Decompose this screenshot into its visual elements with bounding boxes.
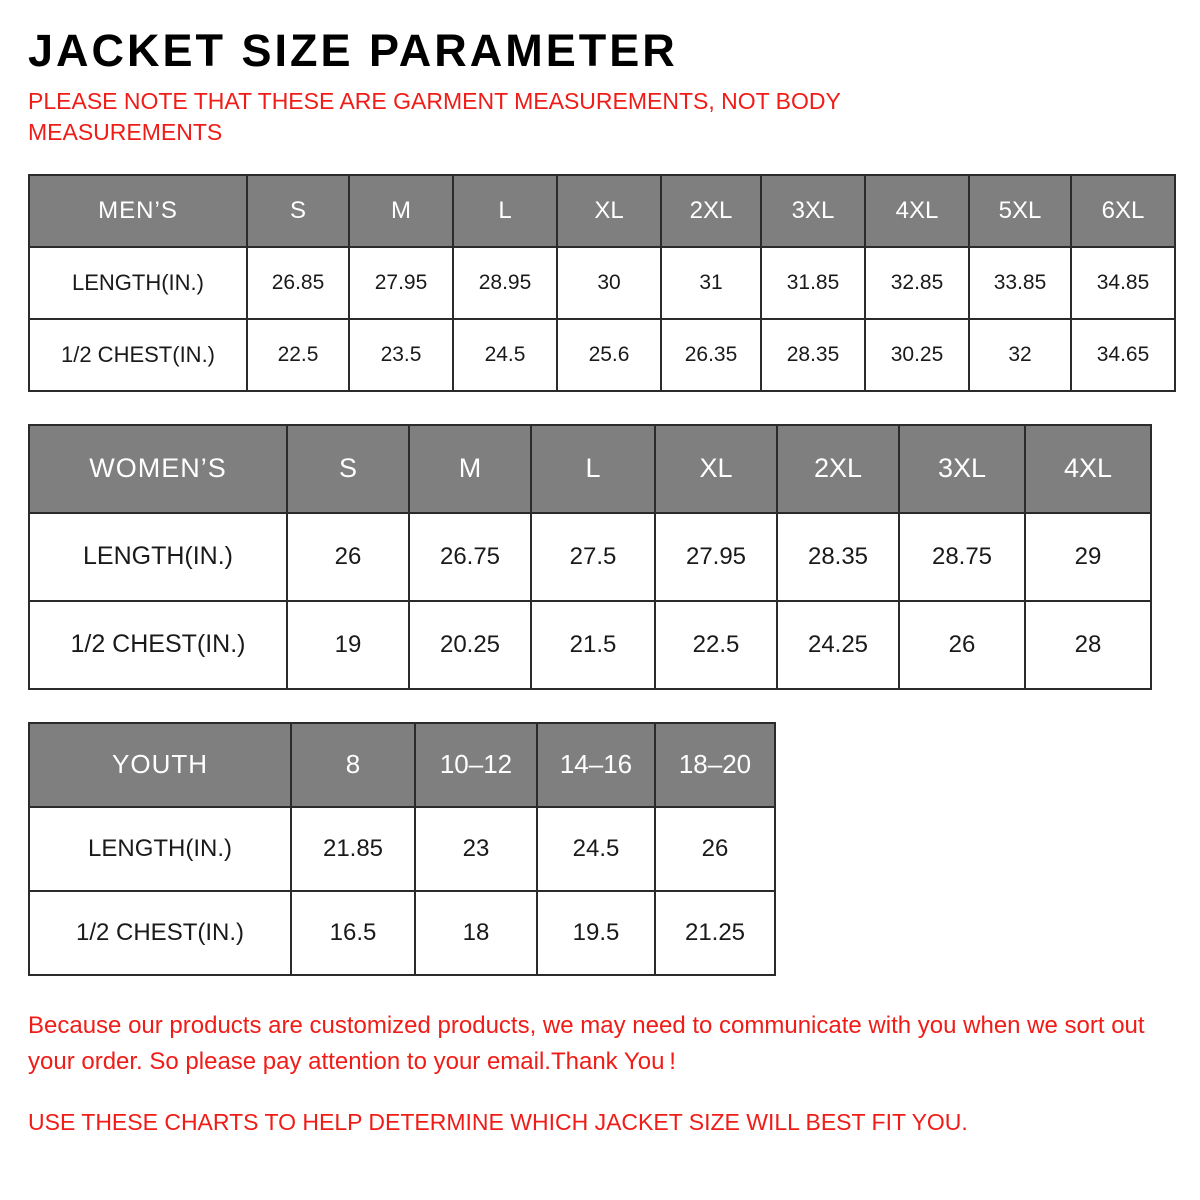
size-header-cell: S <box>247 175 349 247</box>
size-header-cell: M <box>349 175 453 247</box>
customization-note: Because our products are customized products, we may need to communicate with you when we sort out your order. So please pay attention to your email.Thank You ! <box>28 1011 1145 1075</box>
measurement-cell: 26 <box>287 513 409 601</box>
measurement-cell: 21.25 <box>655 891 775 975</box>
page-title: JACKET SIZE PARAMETER <box>28 25 678 76</box>
measurement-cell: 26 <box>899 601 1025 689</box>
measurement-cell: 23 <box>415 807 537 891</box>
row-label: 1/2 CHEST(IN.) <box>29 601 287 689</box>
measurement-cell: 24.25 <box>777 601 899 689</box>
row-label: 1/2 CHEST(IN.) <box>29 319 247 391</box>
womens-size-table <box>28 424 1152 690</box>
size-header-cell: M <box>409 425 531 513</box>
table-header-label: YOUTH <box>29 723 291 807</box>
measurement-cell: 18 <box>415 891 537 975</box>
table-header-row <box>29 425 1151 513</box>
size-header-cell: XL <box>557 175 661 247</box>
size-header-cell: 18–20 <box>655 723 775 807</box>
size-header-cell: 3XL <box>899 425 1025 513</box>
measurement-cell: 29 <box>1025 513 1151 601</box>
table-row <box>29 247 1175 319</box>
measurement-cell: 34.65 <box>1071 319 1175 391</box>
size-header-cell: 4XL <box>865 175 969 247</box>
youth-size-table <box>28 722 776 976</box>
measurement-cell: 33.85 <box>969 247 1071 319</box>
size-header-cell: 6XL <box>1071 175 1175 247</box>
table-row <box>29 807 775 891</box>
measurement-cell: 26 <box>655 807 775 891</box>
measurement-cell: 28.35 <box>777 513 899 601</box>
measurement-cell: 21.85 <box>291 807 415 891</box>
measurement-cell: 31.85 <box>761 247 865 319</box>
size-header-cell: 4XL <box>1025 425 1151 513</box>
row-label: LENGTH(IN.) <box>29 513 287 601</box>
measurement-cell: 24.5 <box>453 319 557 391</box>
row-label: LENGTH(IN.) <box>29 247 247 319</box>
measurement-cell: 26.85 <box>247 247 349 319</box>
table-header-label: WOMEN’S <box>29 425 287 513</box>
size-header-cell: 2XL <box>661 175 761 247</box>
measurement-cell: 19.5 <box>537 891 655 975</box>
measurement-cell: 28.35 <box>761 319 865 391</box>
mens-size-table <box>28 174 1176 392</box>
measurement-cell: 27.5 <box>531 513 655 601</box>
chart-usage-note: USE THESE CHARTS TO HELP DETERMINE WHICH JACKET SIZE WILL BEST FIT YOU. <box>28 1108 968 1135</box>
measurement-cell: 26.35 <box>661 319 761 391</box>
measurement-cell: 27.95 <box>349 247 453 319</box>
measurement-cell: 30 <box>557 247 661 319</box>
size-header-cell: 5XL <box>969 175 1071 247</box>
garment-measurement-note: PLEASE NOTE THAT THESE ARE GARMENT MEASUREMENTS, NOT BODY MEASUREMENTS <box>28 87 841 145</box>
measurement-cell: 32 <box>969 319 1071 391</box>
measurement-cell: 27.95 <box>655 513 777 601</box>
measurement-cell: 23.5 <box>349 319 453 391</box>
measurement-cell: 31 <box>661 247 761 319</box>
size-header-cell: 2XL <box>777 425 899 513</box>
size-header-cell: 3XL <box>761 175 865 247</box>
table-row <box>29 601 1151 689</box>
size-header-cell: 14–16 <box>537 723 655 807</box>
measurement-cell: 19 <box>287 601 409 689</box>
measurement-cell: 22.5 <box>247 319 349 391</box>
measurement-cell: 26.75 <box>409 513 531 601</box>
row-label: 1/2 CHEST(IN.) <box>29 891 291 975</box>
measurement-cell: 22.5 <box>655 601 777 689</box>
measurement-cell: 34.85 <box>1071 247 1175 319</box>
table-header-row <box>29 175 1175 247</box>
table-row <box>29 513 1151 601</box>
row-label: LENGTH(IN.) <box>29 807 291 891</box>
table-row <box>29 319 1175 391</box>
measurement-cell: 28.95 <box>453 247 557 319</box>
measurement-cell: 25.6 <box>557 319 661 391</box>
measurement-cell: 32.85 <box>865 247 969 319</box>
measurement-cell: 24.5 <box>537 807 655 891</box>
size-header-cell: 8 <box>291 723 415 807</box>
table-header-row <box>29 723 775 807</box>
table-header-label: MEN’S <box>29 175 247 247</box>
size-header-cell: L <box>531 425 655 513</box>
measurement-cell: 28 <box>1025 601 1151 689</box>
size-header-cell: S <box>287 425 409 513</box>
measurement-cell: 30.25 <box>865 319 969 391</box>
table-row <box>29 891 775 975</box>
size-header-cell: L <box>453 175 557 247</box>
size-header-cell: 10–12 <box>415 723 537 807</box>
measurement-cell: 16.5 <box>291 891 415 975</box>
measurement-cell: 28.75 <box>899 513 1025 601</box>
measurement-cell: 20.25 <box>409 601 531 689</box>
size-header-cell: XL <box>655 425 777 513</box>
measurement-cell: 21.5 <box>531 601 655 689</box>
